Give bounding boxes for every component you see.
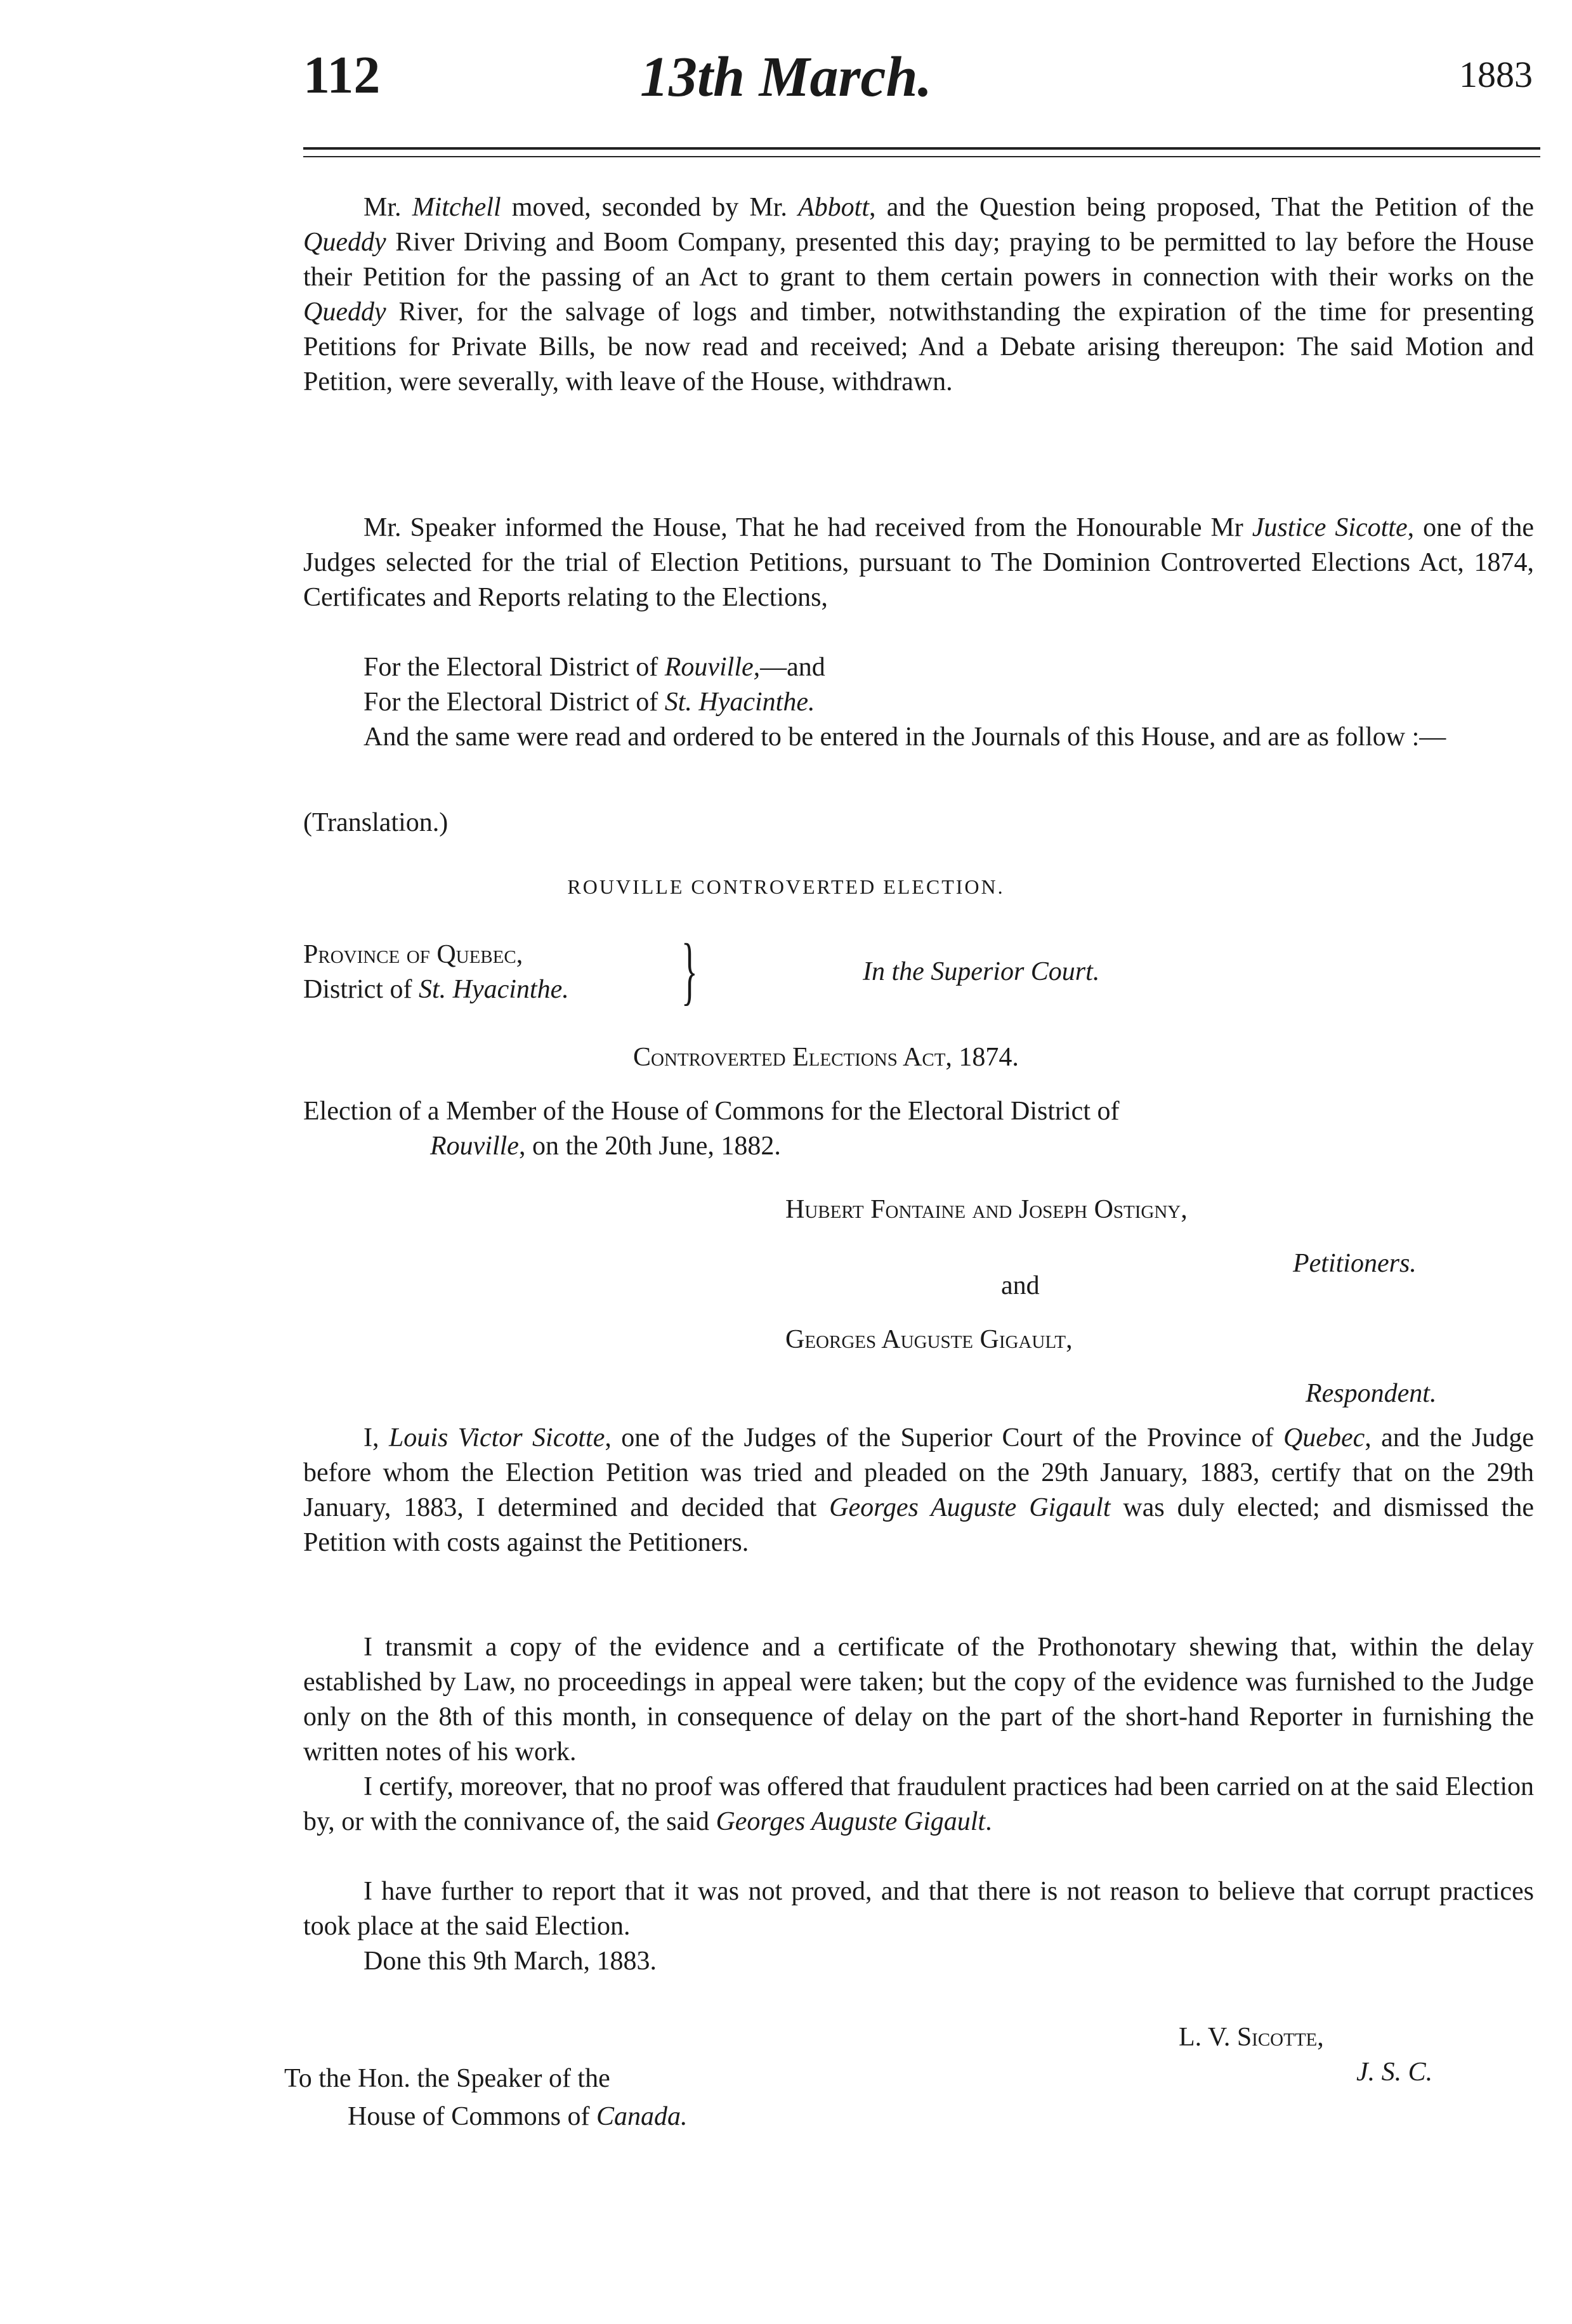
respondent-label: Respondent. xyxy=(1306,1379,1437,1408)
page-year: 1883 xyxy=(1459,54,1533,95)
certificate-paragraph-2: I transmit a copy of the evidence and a certificate of the Prothonotary shewing that, within the delay established by Law, no proceedings in appeal were taken; but the copy of the evidence was furnished to the Judge only on the 8th of this month, in consequence of delay on the part of the short-hand Reporter in furnishing the written notes of his work. xyxy=(303,1633,1534,1766)
district-line: District of St. Hyacinthe. xyxy=(303,975,569,1004)
done-date: Done this 9th March, 1883. xyxy=(364,1947,657,1976)
section-heading: ROUVILLE CONTROVERTED ELECTION. xyxy=(567,875,1005,898)
addressee-line-1: To the Hon. the Speaker of the xyxy=(284,2064,610,2093)
addressee-line-2: House of Commons of Canada. xyxy=(348,2102,688,2131)
ordered-paragraph: And the same were read and ordered to be entered in the Journals of this House, and are as follow :— xyxy=(364,722,1446,752)
province-line: Province of Quebec, xyxy=(303,940,523,969)
district-rouville-line: For the Electoral District of Rouville,—and xyxy=(364,653,825,682)
election-line-2: Rouville, on the 20th June, 1882. xyxy=(430,1132,781,1161)
certificate-paragraph-1: I, Louis Victor Sicotte, one of the Judges of the Superior Court of the Province of Quebec, and the Judge before whom the Election Petition was tried and pleaded on the 29th January, 1883, certify that on the 29th January, 1883, I determined and decided that Georges Auguste Gigault was duly elected; and dismissed the Petition with costs against the Petitioners. xyxy=(303,1423,1534,1557)
court-name: In the Superior Court. xyxy=(863,957,1100,986)
petitioners-names: Hubert Fontaine and Joseph Ostigny, xyxy=(785,1195,1188,1224)
election-line-1: Election of a Member of the House of Commons for the Electoral District of xyxy=(303,1097,1120,1126)
motion-paragraph: Mr. Mitchell moved, seconded by Mr. Abbott, and the Question being proposed, That the Petition of the Queddy River Driving and Boom Company, presented this day; praying to be permitted to lay before the House their Petition for the passing of an Act to grant to them certain powers in connection with their works on the Queddy River, for the salvage of logs and timber, notwithstanding the expiration of the time for presenting Petitions for Private Bills, be now read and received; And a Debate arising thereupon: The said Motion and Petition, were severally, with leave of the House, withdrawn. xyxy=(303,193,1535,396)
brace-symbol: } xyxy=(681,928,698,1012)
certificate-paragraph-3: I certify, moreover, that no proof was offered that fraudulent practices had been carried on at the said Election by, or with the connivance of, the said Georges Auguste Gigault. xyxy=(303,1772,1534,1836)
signature-name: L. V. Sicotte, xyxy=(1179,2023,1324,2052)
act-title: Controverted Elections Act, 1874. xyxy=(633,1043,1019,1072)
header-rule-thin xyxy=(303,156,1540,157)
district-hyacinthe-line: For the Electoral District of St. Hyacinthe. xyxy=(364,688,815,717)
certificate-paragraph-4: I have further to report that it was not proved, and that there is not reason to believe that corrupt practices took place at the said Election. xyxy=(303,1877,1534,1941)
translation-note: (Translation.) xyxy=(303,808,449,837)
header-rule-thick xyxy=(303,147,1540,150)
and-word: and xyxy=(1001,1271,1040,1300)
page-date-title: 13th March. xyxy=(639,46,933,108)
page-number: 112 xyxy=(303,46,381,105)
petitioners-label: Petitioners. xyxy=(1293,1249,1417,1278)
speaker-paragraph: Mr. Speaker informed the House, That he had received from the Honourable Mr Justice Sicotte, one of the Judges selected for the trial of Election Petitions, pursuant to The Dominion Controverted Elections Act, 1874, Certificates and Reports relating to the Elections, xyxy=(303,513,1534,612)
respondent-name: Georges Auguste Gigault, xyxy=(785,1325,1073,1354)
signature-title: J. S. C. xyxy=(1356,2058,1433,2087)
